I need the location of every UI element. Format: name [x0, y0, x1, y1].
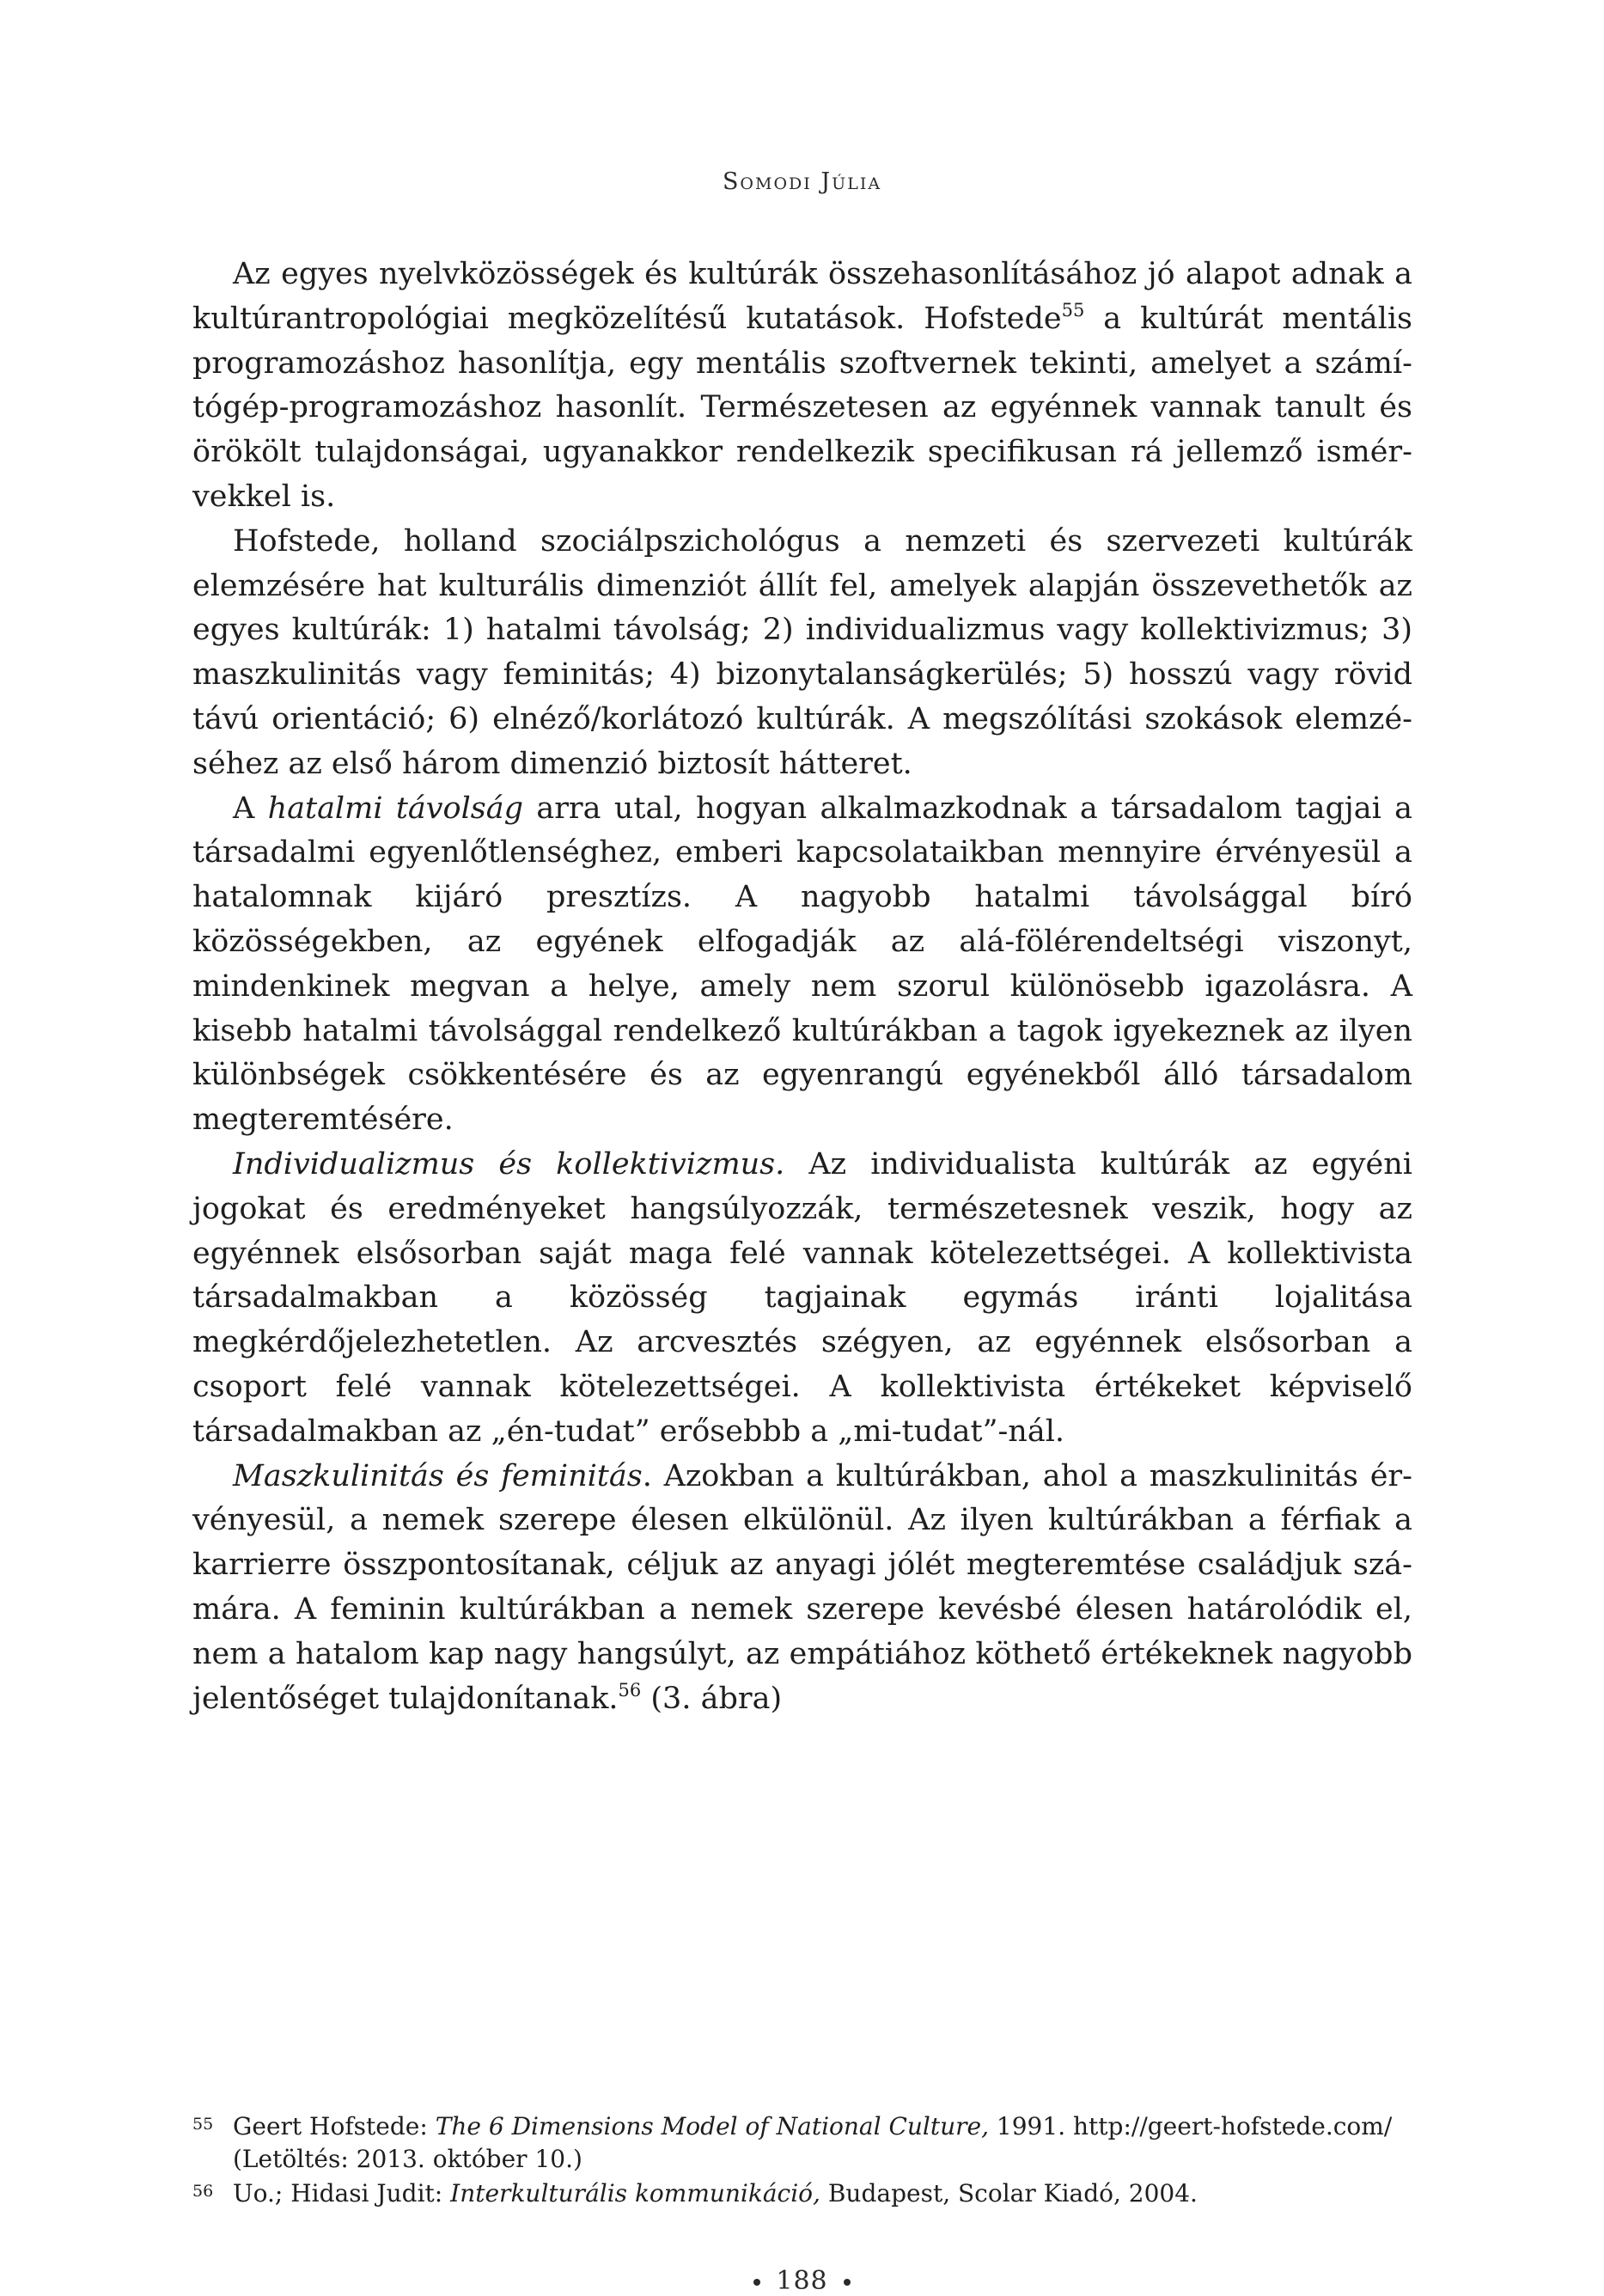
- footnote-title: Interkulturális kommunikáció,: [450, 2179, 820, 2207]
- footnote-55: [192, 2110, 1412, 2176]
- bullet-icon: [844, 2279, 851, 2286]
- paragraph-5: [192, 1455, 1412, 1722]
- paragraph-5-text: . Azokban a kultúrákban, ahol a maszkulinitás érvényesül, a nemek szerepe élesen elkülönül. Az ilyen kultúrákban a férfiak a karrierre összpontosítanak, céljuk az anyagi jólét megteremtése családjuk számára. A feminin kultúrákban a nemek szerepe kevésbé élesen határolódik el, nem a hatalom kap nagy hangsúlyt, az empátiához köthető értékeknek nagyobb jelentőséget tulajdonítanak.: [192, 1458, 1412, 1716]
- term-hatalmi-tavolsag: hatalmi távolság: [267, 791, 524, 826]
- paragraph-1-text-cont: a kultúrát mentális programozáshoz hasonlítja, egy mentális szoftvernek tekinti, amelyet a számítógép-programozáshoz hasonlít. Természetesen az egyénnek vannak tanult és örökölt tulajdonságai, ugyanakkor rendelkezik specifikusan rá jellemző ismérvekkel is.: [192, 301, 1412, 514]
- footnote-ref-56[interactable]: 56: [618, 1679, 642, 1701]
- paragraph-3-text: A: [233, 791, 268, 826]
- footnote-ref-55[interactable]: 55: [1061, 299, 1085, 321]
- paragraph-3: [192, 787, 1412, 1143]
- running-head: Somodi Júlia: [722, 168, 882, 195]
- paragraph-2: Hofstede, holland szociálpszichológus a nemzeti és szervezeti kultúrák elemzésére hat kulturális dimenziót állít fel, amelyek alapján összevethetők az egyes kultúrák: 1) hatalmi távolság; 2) individualizmus vagy kollektivizmus; 3) maszkulinitás vagy feminitás; 4) bizonytalanságkerülés; 5) hosszú vagy rövid távú orientáció; 6) elnéző/korlátozó kultúrák. A megszólítási szokások elemzéséhez az első három dimenzió biztosít hátteret.: [192, 523, 1412, 781]
- bullet-icon: [753, 2279, 760, 2286]
- footnote-title: The 6 Dimensions Model of National Culture,: [435, 2112, 990, 2140]
- footnote-number: 56: [192, 2182, 214, 2201]
- paragraph-1-text: Az egyes nyelvközösségek és kultúrák összehasonlításához jó alapot adnak a kultúrantropológiai megközelítésű kutatások. Hofstede: [192, 257, 1412, 336]
- term-maszkulinitas: Maszkulinitás és feminitás: [233, 1458, 643, 1493]
- footnote-number: 55: [192, 2115, 214, 2134]
- figure-reference: (3. ábra): [641, 1681, 783, 1716]
- main-text: [192, 253, 1412, 1721]
- footnotes: [192, 2110, 1412, 2212]
- footnote-text-cont: 1991. http://geert-hofstede.com/ (Letöltés: 2013. október 10.): [233, 2112, 1393, 2173]
- paragraph-1: [192, 253, 1412, 520]
- paragraph-4: [192, 1143, 1412, 1455]
- page-number: 188: [776, 2266, 828, 2296]
- term-individualizmus: Individualizmus és kollektivizmus.: [233, 1146, 785, 1182]
- footnote-text-cont: Budapest, Scolar Kiadó, 2004.: [820, 2179, 1198, 2207]
- footnote-text: Uo.; Hidasi Judit:: [233, 2179, 451, 2207]
- page-number-footer: [0, 2266, 1604, 2296]
- paragraph-3-text-cont: arra utal, hogyan alkalmazkodnak a társadalom tagjai a társadalmi egyenlőtlenséghez, emberi kapcsolataikban mennyire érvényesül a hatalomnak kijáró presztízs. A nagyobb hatalmi távolsággal bíró közösségekben, az egyének elfogadják az alá-fölérendeltségi viszonyt, mindenkinek megvan a helye, amely nem szorul különösebb igazolásra. A kisebb hatalmi távolsággal rendelkező kultúrákban a tagok igyekeznek az ilyen különbségek csökkentésére és az egyenrangú egyénekből álló társadalom megteremtésére.: [192, 791, 1412, 1138]
- footnote-text: Geert Hofstede:: [233, 2112, 436, 2140]
- footnote-56: [192, 2177, 1412, 2210]
- paragraph-4-text: Az individualista kultúrák az egyéni jogokat és eredményeket hangsúlyozzák, természetesnek veszik, hogy az egyénnek elsősorban saját maga felé vannak kötelezettségei. A kollektivista társadalmakban a közösség tagjainak egymás iránti lojalitása megkérdőjelezhetetlen. Az arcvesztés szégyen, az egyénnek elsősorban a csoport felé vannak kötelezettségei. A kollektivista értékeket képviselő társadalmakban az „én-tudat” erősebbb a „mi-tudat”-nál.: [192, 1146, 1412, 1449]
